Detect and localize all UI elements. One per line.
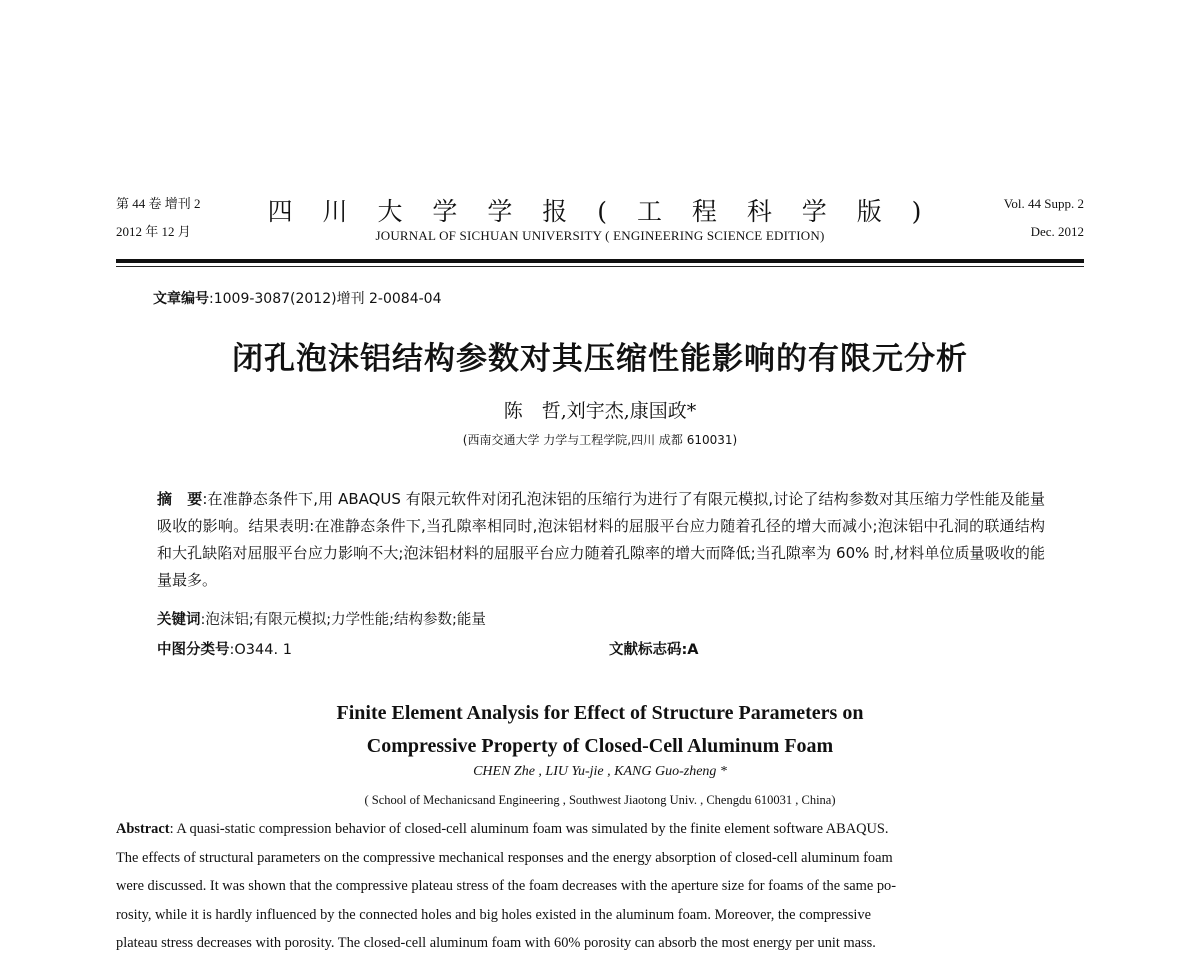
abstract-en-line	[116, 815, 1084, 844]
journal-title-en: JOURNAL OF SICHUAN UNIVERSITY ( ENGINEERING SCIENCE EDITION)	[375, 228, 825, 243]
header-rule-thin	[116, 266, 1084, 267]
header-rule-thick	[116, 259, 1084, 263]
date-en: Dec. 2012	[1030, 224, 1084, 239]
journal-title-cn: 四 川 大 学 学 报 ( 工 程 科 学 版 )	[267, 197, 933, 226]
title-en	[0, 697, 1200, 763]
doc-code-label: 文献标志码	[609, 642, 682, 658]
date-cn: 2012 年 12 月	[116, 224, 191, 239]
abstract-en-line3: were discussed. It was shown that the compressive plateau stress of the foam decreases with the aperture size for foams of the same po-	[116, 878, 897, 894]
article-number-label: 文章编号	[153, 291, 209, 307]
authors-cn: 陈 哲,刘宇杰,康国政*	[503, 400, 697, 422]
abstract-en-line2: The effects of structural parameters on the compressive mechanical responses and the energy absorption of closed-cell aluminum foam	[116, 849, 893, 866]
article-number-value: :1009-3087(2012)增刊 2-0084-04	[209, 291, 442, 307]
clc-value: :O344. 1	[229, 642, 292, 658]
clc-number	[157, 638, 292, 659]
volume-cn: 第 44 卷 增刊 2	[116, 196, 201, 211]
abstract-en-label: Abstract	[116, 821, 170, 837]
header-right	[1004, 197, 1084, 253]
abstract-cn-text: :在准静态条件下,用 ABAQUS 有限元软件对闭孔泡沫铝的压缩行为进行了有限元模拟,讨论了结构参数对其压缩力学性能及能量吸收的影响。结果表明:在准静态条件下,当孔隙率相同时,泡沫铝材料的屈服平台应力随着孔径的增大而减小;泡沫铝中孔洞的联通结构和大孔缺陷对屈服平台应力影响不大;泡沫铝材料的屈服平台应力随着孔隙率的增大而降低;当孔隙率为 60% 时,材料单位质量吸收的能量最多。	[157, 490, 1045, 589]
abstract-cn	[157, 486, 1045, 594]
abstract-en-line4: rosity, while it is hardly influenced by the connected holes and big holes existed in the aluminum foam. Moreover, the compressive	[116, 906, 872, 923]
doc-code-value: :A	[681, 642, 699, 658]
clc-label: 中图分类号	[157, 642, 230, 658]
title-cn: 闭孔泡沫铝结构参数对其压缩性能影响的有限元分析	[232, 341, 968, 377]
volume-en: Vol. 44 Supp. 2	[1003, 196, 1084, 211]
document-code	[609, 638, 699, 659]
abstract-en	[116, 815, 1084, 951]
article-number	[153, 288, 441, 308]
title-en-line1: Finite Element Analysis for Effect of Structure Parameters on	[336, 702, 864, 724]
abstract-en-line5: plateau stress decreases with porosity. The closed-cell aluminum foam with 60% porosity can absorb the most energy per unit mass.	[116, 935, 876, 951]
abstract-cn-label: 摘 要	[157, 490, 203, 508]
keywords-cn-text: :泡沫铝;有限元模拟;力学性能;结构参数;能量	[200, 612, 486, 628]
affiliation-en: ( School of Mechanicsand Engineering , Southwest Jiaotong Univ. , Chengdu 610031 , China)	[364, 793, 836, 807]
authors-en: CHEN Zhe , LIU Yu-jie , KANG Guo-zheng *	[473, 764, 727, 779]
affiliation-cn: (西南交通大学 力学与工程学院,四川 成都 610031)	[462, 433, 738, 447]
keywords-cn	[157, 608, 486, 629]
keywords-cn-label: 关键词	[157, 612, 201, 628]
abstract-en-line1: : A quasi-static compression behavior of closed-cell aluminum foam was simulated by the finite element software ABAQUS.	[169, 821, 889, 837]
title-en-line2: Compressive Property of Closed-Cell Aluminum Foam	[366, 735, 834, 757]
